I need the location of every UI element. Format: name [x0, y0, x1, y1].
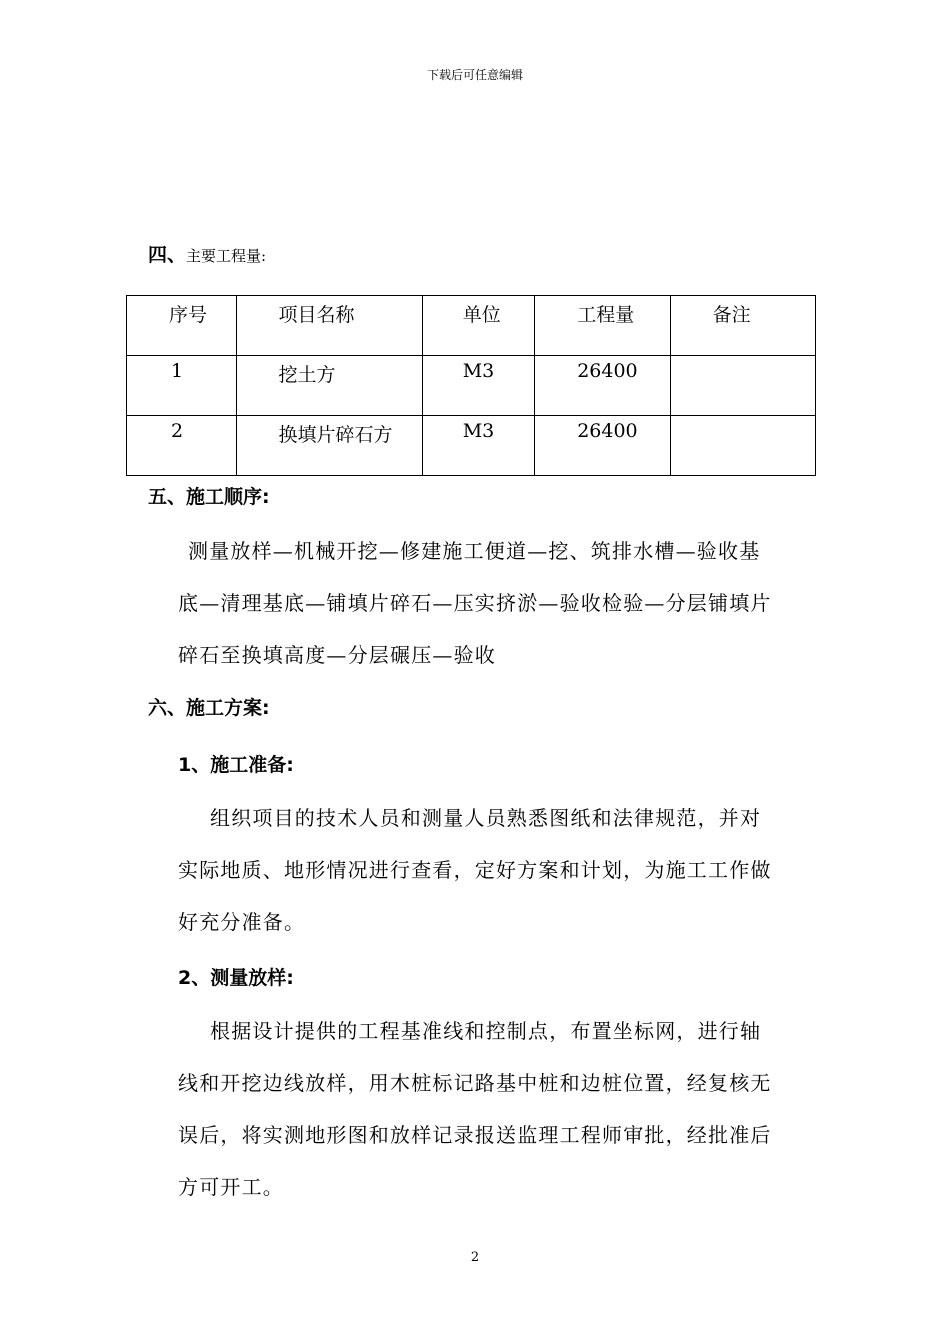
table-cell — [670, 416, 815, 476]
header-cell — [422, 296, 535, 356]
header-quantity: 工程量 — [577, 304, 635, 326]
row-item-name: 挖土方 — [278, 364, 336, 386]
row-seq: 2 — [171, 420, 184, 442]
paragraph-line: 测量放样—机械开挖—修建施工便道—挖、筑排水槽—验收基 — [188, 539, 761, 563]
table-cell — [236, 416, 422, 476]
table-cell — [127, 416, 237, 476]
table-header-row — [127, 296, 816, 356]
section-6-heading: 六、施工方案: — [148, 697, 270, 719]
subsection-1-paragraph — [178, 792, 818, 948]
subsection-2-heading: 2、测量放样: — [178, 967, 294, 989]
row-seq: 1 — [171, 360, 184, 382]
paragraph-line: 方可开工。 — [178, 1175, 284, 1199]
table-cell — [535, 416, 670, 476]
page-number: 2 — [470, 1250, 480, 1265]
header-cell — [236, 296, 422, 356]
paragraph-line: 组织项目的技术人员和测量人员熟悉图纸和法律规范，并对 — [210, 806, 762, 830]
header-item-name: 项目名称 — [278, 304, 355, 326]
header-remarks: 备注 — [712, 304, 751, 326]
row-item-name: 换填片碎石方 — [278, 424, 393, 446]
section-5-heading: 五、施工顺序: — [148, 486, 270, 508]
row-unit: M3 — [462, 360, 495, 382]
header-cell — [127, 296, 237, 356]
paragraph-line: 线和开挖边线放样，用木桩标记路基中桩和边桩位置，经复核无 — [178, 1071, 772, 1095]
paragraph-line: 误后，将实测地形图和放样记录报送监理工程师审批，经批准后 — [178, 1123, 772, 1147]
table-cell — [422, 416, 535, 476]
paragraph-line: 实际地质、地形情况进行查看，定好方案和计划，为施工工作做 — [178, 858, 772, 882]
subsection-1-heading: 1、施工准备: — [178, 754, 294, 776]
header-seq: 序号 — [169, 304, 208, 326]
paragraph-line: 底—清理基底—铺填片碎石—压实挤淤—验收检验—分层铺填片 — [178, 591, 772, 615]
paragraph-line: 碎石至换填高度—分层碾压—验收 — [178, 643, 496, 667]
paragraph-line: 好充分准备。 — [178, 910, 306, 934]
table-cell — [422, 356, 535, 416]
table-row — [127, 356, 816, 416]
row-unit: M3 — [462, 420, 495, 442]
table-row — [127, 416, 816, 476]
subsection-2-paragraph — [178, 1005, 818, 1213]
table-cell — [236, 356, 422, 416]
section-5-paragraph — [178, 525, 828, 681]
header-cell — [535, 296, 670, 356]
header-cell — [670, 296, 815, 356]
table-cell — [535, 356, 670, 416]
table-cell — [127, 356, 237, 416]
page-header: 下载后可任意编辑 — [426, 68, 523, 82]
section-4-title: 主要工程量: — [186, 247, 267, 265]
row-quantity: 26400 — [577, 420, 638, 442]
section-4-heading — [148, 240, 266, 267]
section-4-number: 四、 — [148, 244, 187, 266]
paragraph-line: 根据设计提供的工程基准线和控制点，布置坐标网，进行轴 — [210, 1019, 762, 1043]
header-unit: 单位 — [462, 304, 501, 326]
row-quantity: 26400 — [577, 360, 638, 382]
quantity-table — [126, 295, 816, 476]
table-cell — [670, 356, 815, 416]
